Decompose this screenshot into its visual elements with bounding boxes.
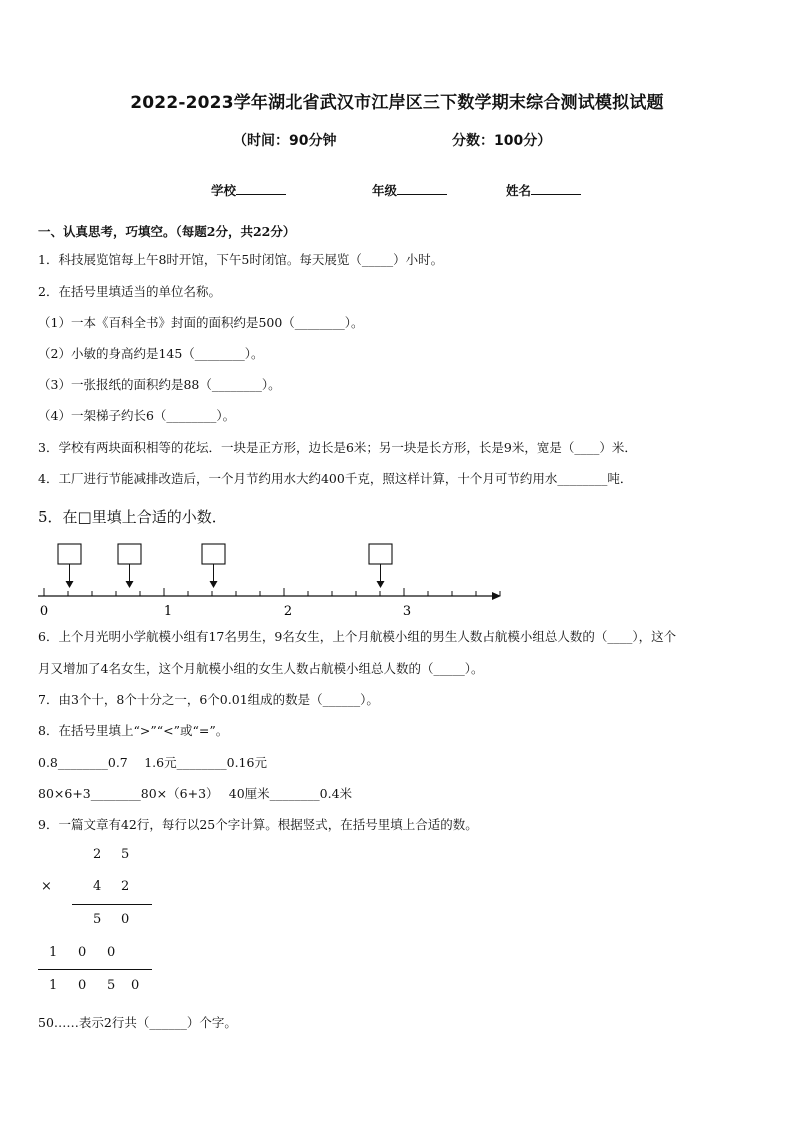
exam-title: 2022-2023学年湖北省武汉市江岸区三下数学期末综合测试模拟试题 <box>130 93 664 113</box>
calc-rule-1 <box>72 904 152 905</box>
axis-label-1: 1 <box>163 604 173 619</box>
answer-box-4[interactable] <box>369 544 392 588</box>
calc-digit: 0 <box>78 978 87 993</box>
question-2-2: （2）小敏的身高约是145（________）。 <box>38 346 264 361</box>
calc-digit: 1 <box>49 978 58 993</box>
times-sign: × <box>41 879 52 894</box>
down-arrow-icon <box>210 581 218 588</box>
question-8-row-2: 80×6+3________80×（6+3） 40厘米________0.4米 <box>38 786 353 801</box>
question-9-note: 50……表示2行共（______）个字。 <box>38 1015 237 1030</box>
answer-box-3[interactable] <box>202 544 225 588</box>
calc-digit: 2 <box>93 847 102 862</box>
question-3: 3．学校有两块面积相等的花坛．一块是正方形，边长是6米；另一块是长方形，长是9米，宽是（____）米． <box>38 440 637 455</box>
axis-label-0: 0 <box>39 604 49 619</box>
school-field <box>211 181 286 199</box>
question-8: 8．在括号里填上“>”“<”或“=”。 <box>38 723 229 738</box>
grade-field <box>372 181 447 199</box>
exam-time: （时间：90分钟 <box>233 133 337 149</box>
question-2-4: （4）一架梯子约长6（________）。 <box>38 408 236 423</box>
calc-digit: 2 <box>121 879 130 894</box>
question-6-line-1: 6．上个月光明小学航模小组有17名男生，9名女生，上个月航模小组的男生人数占航模小组总人数的（____），这个 <box>38 629 677 644</box>
axis-label-3: 3 <box>402 604 412 619</box>
grade-label: 年级 <box>372 183 398 198</box>
school-blank[interactable] <box>236 182 286 195</box>
calc-digit: 0 <box>121 912 130 927</box>
calc-digit: 5 <box>121 847 130 862</box>
grade-blank[interactable] <box>397 182 447 195</box>
question-1: 1．科技展览馆每上午8时开馆，下午5时闭馆。每天展览（_____）小时。 <box>38 252 444 267</box>
down-arrow-icon <box>126 581 134 588</box>
section-heading: 一、认真思考，巧填空。（每题2分，共22分） <box>38 224 296 239</box>
question-8-row-1: 0.8________0.7 1.6元________0.16元 <box>38 755 267 770</box>
calc-digit: 0 <box>131 978 140 993</box>
exam-score: 分数：100分） <box>452 133 552 149</box>
question-9: 9．一篇文章有42行，每行以25个字计算。根据竖式，在括号里填上合适的数。 <box>38 817 478 832</box>
down-arrow-icon <box>377 581 385 588</box>
question-5: 5．在□里填上合适的小数． <box>38 508 227 526</box>
down-arrow-icon <box>66 581 74 588</box>
calc-digit: 0 <box>107 945 116 960</box>
axis-label-2: 2 <box>283 604 293 619</box>
name-blank[interactable] <box>531 182 581 195</box>
number-line-ticks <box>30 588 500 596</box>
calc-digit: 0 <box>78 945 87 960</box>
calc-digit: 5 <box>107 978 116 993</box>
number-line-figure <box>30 535 510 625</box>
question-6-line-2: 月又增加了4名女生，这个月航模小组的女生人数占航模小组总人数的（_____）。 <box>38 661 484 676</box>
calc-digit: 1 <box>49 945 58 960</box>
answer-box-1[interactable] <box>58 544 81 588</box>
question-2-1: （1）一本《百科全书》封面的面积约是500（________）。 <box>38 315 364 330</box>
calc-digit: 4 <box>93 879 102 894</box>
answer-box-2[interactable] <box>118 544 141 588</box>
calc-rule-2 <box>38 969 152 970</box>
question-2: 2．在括号里填适当的单位名称。 <box>38 284 221 299</box>
question-4: 4．工厂进行节能减排改造后，一个月节约用水大约400千克，照这样计算，十个月可节约用水________吨． <box>38 471 633 486</box>
name-field <box>506 181 581 199</box>
school-label: 学校 <box>211 183 237 198</box>
calc-digit: 5 <box>93 912 102 927</box>
name-label: 姓名 <box>506 183 532 198</box>
question-7: 7．由3个十，8个十分之一，6个0.01组成的数是（______）。 <box>38 692 379 707</box>
question-2-3: （3）一张报纸的面积约是88（________）。 <box>38 377 281 392</box>
